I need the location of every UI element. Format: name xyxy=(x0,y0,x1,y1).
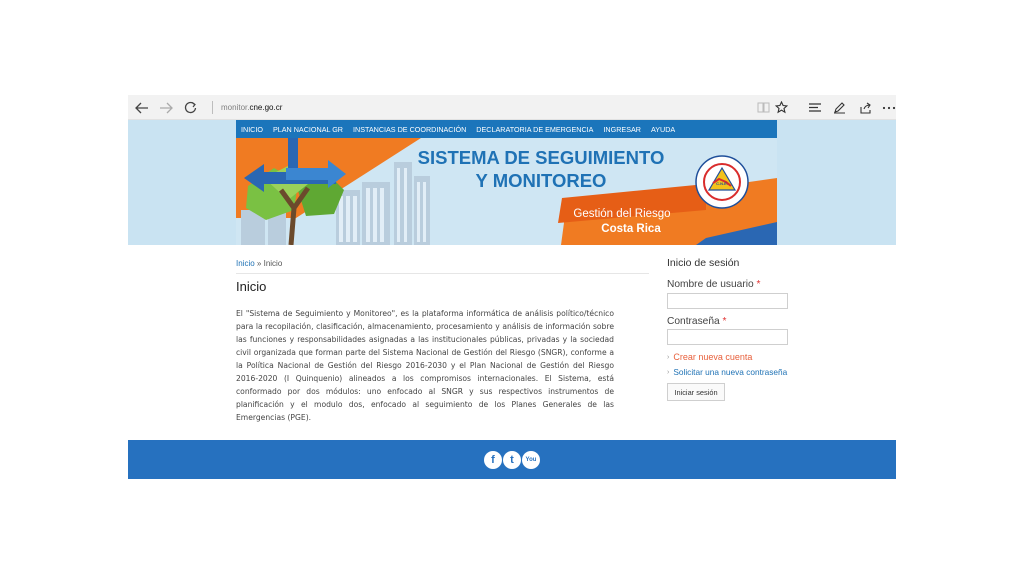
address-prefix: monitor. xyxy=(221,103,250,112)
forward-arrow-icon xyxy=(159,102,173,114)
hub-button[interactable] xyxy=(805,98,825,117)
banner-subtitle: Gestión del Riesgo xyxy=(573,208,671,220)
breadcrumb-separator: » xyxy=(254,259,264,268)
username-label-text: Nombre de usuario xyxy=(667,279,754,290)
facebook-glyph: f xyxy=(491,453,495,466)
chevron-right-icon: › xyxy=(667,353,670,361)
back-button[interactable] xyxy=(132,98,152,117)
twitter-glyph: t xyxy=(510,453,514,466)
banner-country: Costa Rica xyxy=(601,223,661,235)
browser-window xyxy=(128,95,896,479)
reset-password-link[interactable] xyxy=(667,367,787,377)
breadcrumb xyxy=(236,259,282,268)
forward-button[interactable] xyxy=(156,98,176,117)
book-icon xyxy=(757,102,770,113)
hub-icon xyxy=(808,102,822,113)
refresh-button[interactable] xyxy=(180,98,200,117)
nav-item-plan-nacional[interactable]: PLAN NACIONAL GR xyxy=(272,124,343,134)
create-account-text: Crear nueva cuenta xyxy=(673,352,753,362)
share-button[interactable] xyxy=(855,98,875,117)
banner-title-line1: SISTEMA DE SEGUIMIENTO xyxy=(417,147,665,168)
back-arrow-icon xyxy=(135,102,149,114)
nav-item-ayuda[interactable]: AYUDA xyxy=(650,124,676,134)
create-account-link[interactable] xyxy=(667,352,752,362)
login-heading: Inicio de sesión xyxy=(667,257,740,269)
nav-item-ingresar[interactable]: INGRESAR xyxy=(603,124,641,134)
pen-icon xyxy=(833,101,846,114)
page-title: Inicio xyxy=(236,279,267,294)
site-footer xyxy=(128,440,896,479)
nav-item-declaratoria[interactable]: DECLARATORIA DE EMERGENCIA xyxy=(476,124,594,134)
cne-seal-logo xyxy=(695,155,749,209)
banner-title-line2: Y MONITOREO xyxy=(475,170,607,191)
more-dots-icon xyxy=(882,106,896,110)
star-icon xyxy=(775,101,788,114)
address-bar[interactable] xyxy=(212,101,282,114)
reading-view-button[interactable] xyxy=(753,98,773,117)
facebook-icon[interactable] xyxy=(484,451,502,469)
site-banner xyxy=(236,138,777,245)
twitter-icon[interactable] xyxy=(503,451,521,469)
nav-item-inicio[interactable]: INICIO xyxy=(241,124,263,134)
chevron-right-icon: › xyxy=(667,368,670,376)
main-navigation xyxy=(236,120,777,138)
address-domain: cne.go.cr xyxy=(249,103,283,112)
web-note-button[interactable] xyxy=(829,98,849,117)
username-label xyxy=(667,279,760,290)
youtube-glyph: You xyxy=(525,457,537,463)
password-input[interactable] xyxy=(667,329,788,345)
favorite-button[interactable] xyxy=(771,98,791,117)
banner-title xyxy=(391,146,691,192)
nav-item-instancias[interactable]: INSTANCIAS DE COORDINACIÓN xyxy=(353,124,467,134)
more-button[interactable] xyxy=(879,98,896,117)
password-label-text: Contraseña xyxy=(667,316,720,327)
required-marker: * xyxy=(722,316,727,327)
header-band xyxy=(128,120,896,245)
required-marker: * xyxy=(756,279,761,290)
password-label xyxy=(667,316,726,327)
page-description: El "Sistema de Seguimiento y Monitoreo", es la plataforma informática de análisis político/técnico para la recopilación, clasificación, almacenamiento, procesamiento y análisis de información sobre las funciones y responsabilidades asignadas a las institucionales públicas, privadas y la sociedad civil organizada que forman parte del Sistema Nacional de Gestión del Riesgo (SNGR), conforme a la Política Nacional de Gestión del Riesgo 2016-2030 y el Plan Nacional de Gestión del Riesgo 2016-2020 (I Quinquenio) alineados a los compromisos internacionales. El Sistema, está conformado por dos módulos: uno enfocado al SNGR y sus respectivos instrumentos de planificación y el modulo dos, enfocado al seguimiento de los Planes Generales de las Emergencias (PGE). xyxy=(236,309,614,422)
browser-toolbar xyxy=(128,95,896,120)
username-input[interactable] xyxy=(667,293,788,309)
login-button[interactable]: Iniciar sesión xyxy=(667,383,725,401)
reset-password-text: Solicitar una nueva contraseña xyxy=(673,367,788,377)
seal-text: C.N.E. xyxy=(716,181,728,186)
youtube-icon[interactable] xyxy=(522,451,540,469)
refresh-icon xyxy=(184,101,197,114)
breadcrumb-current: Inicio xyxy=(263,259,283,268)
breadcrumb-divider xyxy=(236,273,649,274)
share-icon xyxy=(859,102,872,114)
breadcrumb-home-link[interactable]: Inicio xyxy=(236,259,255,268)
